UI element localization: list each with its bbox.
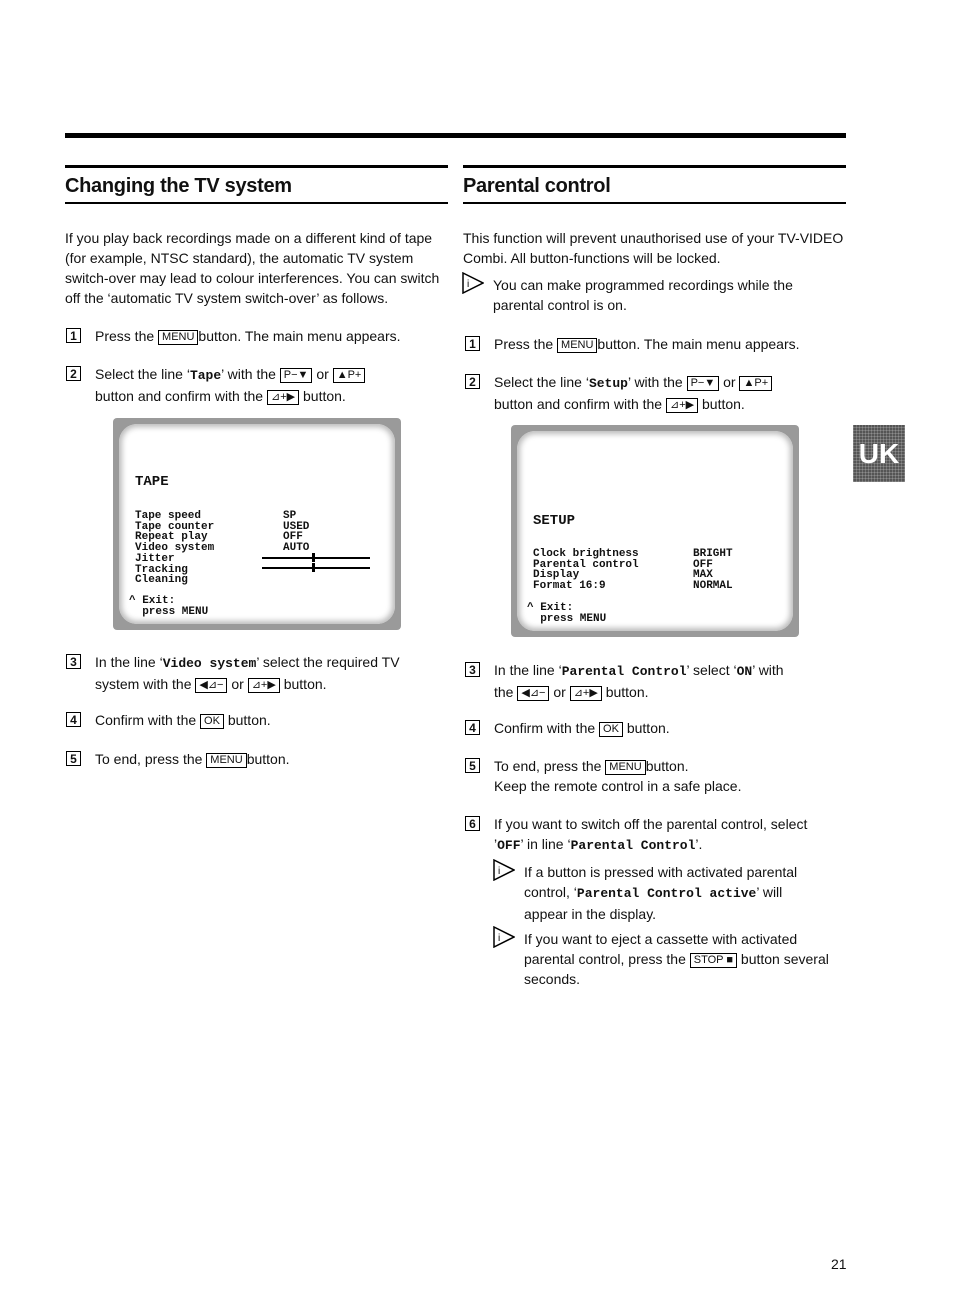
step-number: 5	[465, 758, 480, 773]
screen-menu-values: BRIGHT OFF MAX NORMAL	[693, 548, 733, 593]
program-down-key: P−▼	[687, 376, 720, 391]
step-number: 5	[66, 751, 81, 766]
ok-key: OK	[599, 722, 623, 737]
step-text: In the line ‘Parental Control’ select ‘ON’ with the ◀⊿− or ⊿+▶ button.	[494, 662, 784, 700]
tracking-slider	[262, 567, 370, 569]
info-icon	[493, 859, 515, 881]
menu-key: MENU	[557, 338, 597, 353]
step-number: 6	[465, 816, 480, 831]
info-note: You can make programmed recordings while the parental control is on.	[493, 277, 793, 313]
jitter-slider-handle	[312, 553, 315, 562]
step-number: 4	[66, 712, 81, 727]
step-text: Select the line ‘Tape’ with the P−▼ or ▲P+ button and confirm with the ⊿+▶ button.	[95, 364, 445, 406]
section-rule-bottom	[463, 202, 846, 204]
program-up-key: ▲P+	[333, 368, 366, 383]
step-text: If you want to switch off the parental control, select ’OFF’ in line ‘Parental Control’.	[494, 816, 808, 853]
volume-down-key: ◀⊿−	[517, 686, 549, 701]
step-text: Confirm with the OK button.	[494, 720, 670, 736]
menu-key: MENU	[158, 330, 198, 345]
language-tab: UK	[853, 425, 905, 482]
svg-text:i: i	[498, 933, 501, 944]
volume-up-key: ⊿+▶	[570, 686, 602, 701]
info-note: If you want to eject a cassette with activated parental control, press the STOP ■ button several seconds.	[524, 931, 829, 987]
menu-key: MENU	[605, 760, 645, 775]
page-number: 21	[831, 1256, 847, 1272]
stop-key: STOP ■	[690, 953, 737, 968]
screen-title: SETUP	[533, 513, 576, 529]
intro-paragraph: If you play back recordings made on a different kind of tape (for example, NTSC standard), the automatic TV system switch-over may lead to colour interferences. You can switch off the ‘automatic TV system switch-over’ as follows.	[65, 230, 440, 306]
step-number: 2	[66, 366, 81, 381]
screen-menu-values: SP USED OFF AUTO	[283, 510, 310, 555]
info-icon	[462, 272, 484, 294]
screen-exit-hint: ^ Exit: press MENU	[527, 602, 607, 625]
step-number: 1	[465, 336, 480, 351]
intro-paragraph: This function will prevent unauthorised use of your TV-VIDEO Combi. All button-functions will be locked.	[463, 230, 844, 266]
section-rule-top	[65, 165, 448, 168]
screen-title: TAPE	[135, 474, 169, 490]
top-rule	[65, 133, 846, 138]
info-icon	[493, 926, 515, 948]
step-text: Press the MENU button. The main menu appears.	[494, 336, 800, 352]
step-text: Confirm with the OK button.	[95, 712, 271, 728]
step-text: In the line ‘Video system’ select the required TV system with the ◀⊿− or ⊿+▶ button.	[95, 654, 400, 692]
program-up-key: ▲P+	[739, 376, 772, 391]
step-number: 3	[465, 662, 480, 677]
program-down-key: P−▼	[280, 368, 313, 383]
ok-key: OK	[200, 714, 224, 729]
section-heading: Changing the TV system	[65, 175, 292, 197]
svg-text:i: i	[498, 866, 501, 877]
step-text: Select the line ‘Setup’ with the P−▼ or ▲P+ button and confirm with the ⊿+▶ button.	[494, 372, 844, 414]
section-rule-bottom	[65, 202, 448, 204]
info-note: If a button is pressed with activated parental control, ‘Parental Control active’ will appear in the display.	[524, 864, 798, 922]
volume-up-key: ⊿+▶	[666, 398, 698, 413]
step-text: To end, press the MENU button.	[95, 751, 290, 767]
step-number: 4	[465, 720, 480, 735]
screen-menu-labels: Clock brightness Parental control Display Format 16:9	[533, 548, 639, 593]
section-heading: Parental control	[463, 175, 611, 197]
menu-key: MENU	[206, 753, 246, 768]
step-number: 2	[465, 374, 480, 389]
screen-menu-labels: Tape speed Tape counter Repeat play Video system Jitter Tracking Cleaning	[135, 510, 215, 587]
step-number: 1	[66, 328, 81, 343]
tracking-slider-handle	[312, 563, 315, 572]
step-text: To end, press the MENU button. Keep the remote control in a safe place.	[494, 758, 742, 794]
screen-exit-hint: ^ Exit: press MENU	[129, 595, 209, 618]
tv-screen	[511, 425, 799, 637]
section-rule-top	[463, 165, 846, 168]
step-number: 3	[66, 654, 81, 669]
step-text: Press the MENU button. The main menu appears.	[95, 328, 401, 344]
volume-up-key: ⊿+▶	[248, 678, 280, 693]
jitter-slider	[262, 557, 370, 559]
volume-down-key: ◀⊿−	[195, 678, 227, 693]
volume-up-key: ⊿+▶	[267, 390, 299, 405]
tv-screen	[113, 418, 401, 630]
svg-text:i: i	[467, 279, 470, 290]
